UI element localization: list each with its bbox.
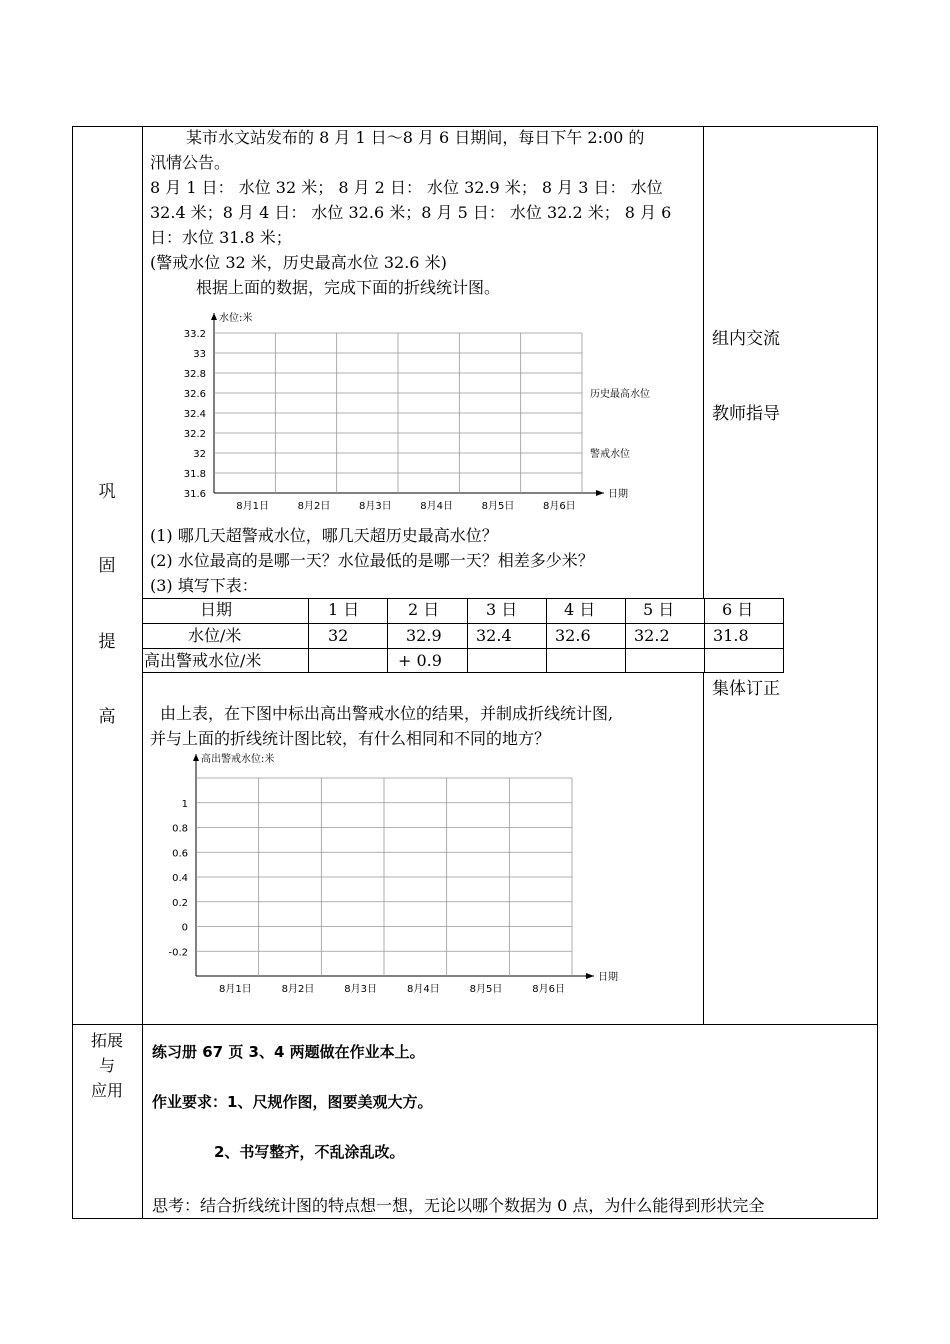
section-divider — [72, 1024, 878, 1025]
note-teacher-guidance: 教师指导 — [712, 404, 780, 424]
requirement-1: 作业要求：1、尺规作图，图要美观大方。 — [152, 1093, 433, 1111]
above-warning-chart — [142, 748, 702, 1004]
table-header-level: 水位/米 — [188, 626, 242, 645]
y-tick-label: 0.6 — [172, 848, 188, 860]
notes-column-divider-lower — [703, 673, 704, 1025]
problem-line-6: (警戒水位 32 米，历史最高水位 32.6 米) — [150, 253, 447, 272]
table-day-4: 4 日 — [564, 600, 596, 619]
side-label-consolidate-3: 提 — [98, 632, 116, 652]
table-day-6: 6 日 — [722, 600, 754, 619]
side-label-extend-2: 与 — [98, 1056, 115, 1075]
note-group-discussion: 组内交流 — [712, 329, 780, 349]
question-3: (3) 填写下表： — [150, 576, 258, 595]
requirement-2: 2、书写整齐，不乱涂乱改。 — [214, 1143, 405, 1161]
problem-line-5: 日：水位 31.8 米； — [150, 228, 292, 247]
note-collective-correction: 集体订正 — [712, 679, 780, 699]
table-level-2: 32.9 — [406, 626, 442, 645]
thinking-text: 思考：结合折线统计图的特点想一想，无论以哪个数据为 0 点，为什么能得到形状完全 — [152, 1196, 765, 1215]
y-tick-label: 33.2 — [183, 329, 206, 340]
table-day-5: 5 日 — [643, 600, 675, 619]
problem-line-1: 某市水文站发布的 8 月 1 日～8 月 6 日期间，每日下午 2:00 的 — [186, 128, 645, 147]
x-tick-label: 8月1日 — [218, 984, 252, 995]
y-axis-label: 高出警戒水位:米 — [201, 754, 275, 765]
y-axis-arrow — [211, 313, 217, 320]
x-tick-label: 8月6日 — [532, 984, 566, 995]
x-tick-label: 8月5日 — [481, 501, 515, 512]
x-tick-label: 8月4日 — [406, 984, 440, 995]
table-day-1: 1 日 — [328, 600, 360, 619]
problem-line-3: 8 月 1 日： 水位 32 米； 8 月 2 日： 水位 32.9 米； 8 月 3 日： 水位 — [150, 178, 663, 197]
x-axis-arrow — [586, 973, 594, 979]
table-day-2: 2 日 — [408, 600, 440, 619]
x-tick-label: 8月2日 — [297, 501, 331, 512]
x-tick-label: 8月2日 — [281, 984, 315, 995]
y-tick-label: 31.6 — [183, 489, 206, 500]
table-bottom-border — [72, 1218, 878, 1219]
question-2: (2) 水位最高的是哪一天？水位最低的是哪一天？相差多少米？ — [150, 551, 594, 570]
table-header-above: 高出警戒水位/米 — [144, 651, 262, 670]
question-1: (1) 哪几天超警戒水位，哪几天超历史最高水位？ — [150, 526, 498, 545]
water-level-chart — [142, 300, 702, 522]
x-tick-label: 8月4日 — [420, 501, 454, 512]
y-tick-label: 32.6 — [183, 389, 206, 400]
reference-line-label: 警戒水位 — [590, 449, 630, 460]
problem-line-7: 根据上面的数据，完成下面的折线统计图。 — [196, 278, 501, 297]
y-tick-label: -0.2 — [168, 947, 188, 959]
problem-line-2: 汛情公告。 — [150, 153, 231, 172]
y-tick-label: 0 — [181, 922, 188, 934]
y-tick-label: 32.8 — [183, 369, 206, 380]
table-above-2[interactable]: + 0.9 — [398, 651, 442, 670]
table-level-4: 32.6 — [555, 626, 591, 645]
x-axis-label: 日期 — [598, 972, 618, 983]
problem-line-4: 32.4 米；8 月 4 日： 水位 32.6 米；8 月 5 日： 水位 32.2 米； 8 月 6 — [150, 203, 672, 222]
reference-line-label: 历史最高水位 — [590, 389, 650, 400]
homework-text: 练习册 67 页 3、4 两题做在作业本上。 — [152, 1043, 425, 1061]
y-tick-label: 32.4 — [183, 409, 206, 420]
side-label-extend-1: 拓展 — [90, 1031, 123, 1050]
x-axis-arrow — [596, 490, 604, 496]
y-tick-label: 0.2 — [172, 897, 188, 909]
table-header-date: 日期 — [200, 600, 233, 619]
x-axis-label: 日期 — [608, 489, 628, 500]
table-day-3: 3 日 — [486, 600, 518, 619]
data-table — [142, 598, 785, 674]
y-tick-label: 32 — [193, 449, 206, 460]
x-tick-label: 8月3日 — [358, 501, 392, 512]
y-tick-label: 0.4 — [172, 873, 188, 884]
table-level-3: 32.4 — [476, 626, 512, 645]
side-label-consolidate-2: 固 — [98, 556, 116, 576]
y-tick-label: 0.8 — [172, 823, 188, 835]
table-right-border — [877, 126, 878, 1219]
y-tick-label: 31.8 — [183, 469, 206, 480]
x-tick-label: 8月1日 — [236, 501, 270, 512]
side-label-consolidate-1: 巩 — [98, 482, 116, 502]
y-axis-arrow — [193, 754, 199, 761]
y-tick-label: 33 — [193, 349, 206, 360]
instruction-line-1: 由上表，在下图中标出高出警戒水位的结果，并制成折线统计图, — [160, 704, 614, 723]
y-tick-label: 1 — [181, 798, 188, 810]
y-axis-label: 水位:米 — [219, 313, 253, 324]
y-tick-label: 32.2 — [183, 429, 206, 440]
x-tick-label: 8月5日 — [469, 984, 503, 995]
x-tick-label: 8月6日 — [542, 501, 576, 512]
table-level-6: 31.8 — [713, 626, 749, 645]
notes-column-divider — [703, 126, 704, 598]
instruction-line-2: 并与上面的折线统计图比较，有什么相同和不同的地方？ — [150, 729, 551, 748]
side-label-consolidate-4: 高 — [98, 707, 116, 727]
side-label-extend-3: 应用 — [90, 1081, 123, 1100]
table-level-1: 32 — [328, 626, 349, 645]
x-tick-label: 8月3日 — [344, 984, 378, 995]
table-level-5: 32.2 — [634, 626, 670, 645]
